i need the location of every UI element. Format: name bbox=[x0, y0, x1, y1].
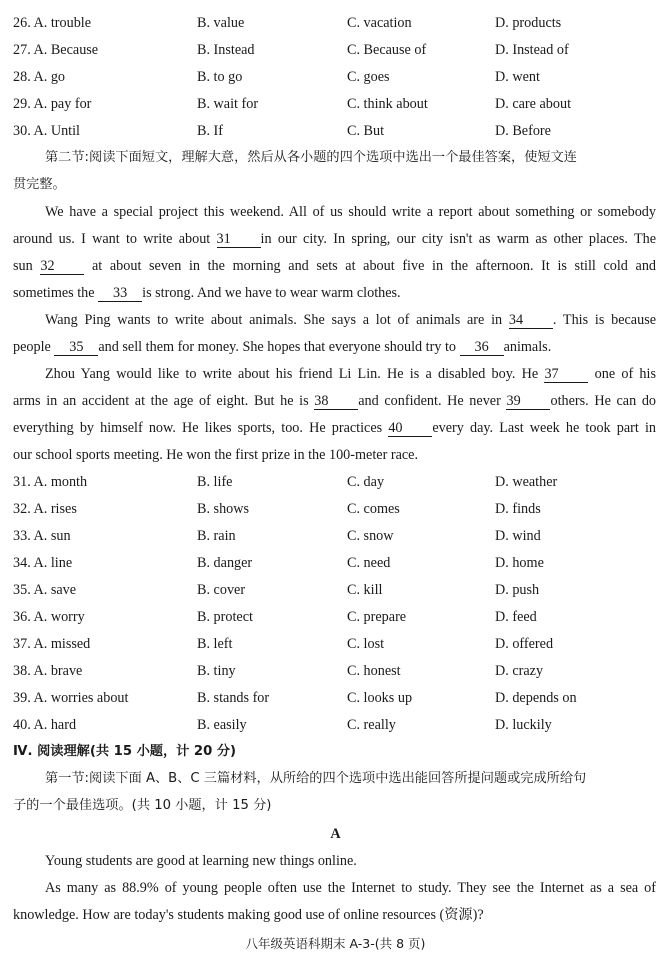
option-row-26 bbox=[0, 13, 671, 33]
option-c: C. kill bbox=[347, 582, 383, 598]
option-row-28 bbox=[0, 67, 671, 87]
option-c: C. comes bbox=[347, 501, 400, 517]
option-row-35 bbox=[0, 580, 671, 600]
option-a: 37. A. missed bbox=[13, 636, 91, 652]
option-a: 30. A. Until bbox=[13, 123, 81, 139]
option-b: B. left bbox=[197, 636, 233, 652]
option-c: C. snow bbox=[347, 528, 394, 544]
passage-text: . This is because bbox=[552, 312, 657, 328]
option-d: D. weather bbox=[495, 474, 558, 490]
blank-37: 37 bbox=[544, 367, 588, 383]
option-row-36 bbox=[0, 607, 671, 627]
passage-text: in our city. In spring, our city isn't as warm as other places. The bbox=[260, 231, 657, 247]
option-c: C. goes bbox=[347, 69, 390, 85]
part4-instruction: 第一节:阅读下面 A、B、C 三篇材料，从所给的四个选项中选出能回答所提问题或完成所给句 bbox=[45, 771, 587, 786]
option-d: D. wind bbox=[495, 528, 541, 544]
passage-text: around us. I want to write about bbox=[13, 231, 211, 247]
passage-text: others. He can do bbox=[550, 393, 657, 409]
option-row-29 bbox=[0, 94, 671, 114]
blank-32: 32 bbox=[40, 259, 84, 275]
passage-line: our school sports meeting. He won the first prize in the 100-meter race. bbox=[13, 447, 419, 463]
passage-text: at about seven in the morning and sets at about five in the afternoon. It is still cold and bbox=[92, 258, 657, 274]
option-b: B. life bbox=[197, 474, 233, 490]
option-b: B. Instead bbox=[197, 42, 255, 58]
option-row-37 bbox=[0, 634, 671, 654]
option-d: D. luckily bbox=[495, 717, 552, 733]
option-b: B. wait for bbox=[197, 96, 259, 112]
option-b: B. stands for bbox=[197, 690, 270, 706]
section2-instruction: 第二节:阅读下面短文，理解大意，然后从各小题的四个选项中选出一个最佳答案，使短文连 bbox=[45, 150, 577, 165]
passage-text: animals. bbox=[503, 339, 552, 355]
option-c: C. But bbox=[347, 123, 385, 139]
passage-line bbox=[13, 391, 656, 411]
section2-instruction-cont: 贯完整。 bbox=[13, 177, 66, 192]
option-d: D. finds bbox=[495, 501, 541, 517]
option-c: C. think about bbox=[347, 96, 428, 112]
option-b: B. value bbox=[197, 15, 245, 31]
option-d: D. push bbox=[495, 582, 540, 598]
option-b: B. easily bbox=[197, 717, 247, 733]
passage-text: everything by himself now. He likes sports, too. He practices bbox=[13, 420, 383, 436]
option-c: C. honest bbox=[347, 663, 401, 679]
option-row-33 bbox=[0, 526, 671, 546]
passage-text: sun bbox=[13, 258, 33, 274]
option-c: C. Because of bbox=[347, 42, 427, 58]
option-b: B. If bbox=[197, 123, 224, 139]
blank-40: 40 bbox=[388, 421, 432, 437]
passage-line bbox=[13, 337, 656, 357]
passage-text: Zhou Yang would like to write about his friend Li Lin. He is a disabled boy. He bbox=[45, 366, 539, 382]
option-row-30 bbox=[0, 121, 671, 141]
option-row-39 bbox=[0, 688, 671, 708]
passage-a-line: As many as 88.9% of young people often use the Internet to study. They see the Internet as a sea of bbox=[45, 880, 656, 896]
option-c: C. need bbox=[347, 555, 391, 571]
option-c: C. really bbox=[347, 717, 396, 733]
option-b: B. cover bbox=[197, 582, 246, 598]
passage-a-line: Young students are good at learning new things online. bbox=[45, 853, 357, 869]
option-b: B. danger bbox=[197, 555, 253, 571]
option-c: C. lost bbox=[347, 636, 385, 652]
passage-text: Wang Ping wants to write about animals. She says a lot of animals are in bbox=[45, 312, 503, 328]
option-row-32 bbox=[0, 499, 671, 519]
option-row-34 bbox=[0, 553, 671, 573]
blank-34: 34 bbox=[509, 313, 553, 329]
option-a: 36. A. worry bbox=[13, 609, 85, 625]
passage-line bbox=[45, 310, 656, 330]
option-d: D. care about bbox=[495, 96, 572, 112]
option-a: 32. A. rises bbox=[13, 501, 77, 517]
option-a: 39. A. worries about bbox=[13, 690, 129, 706]
option-d: D. home bbox=[495, 555, 544, 571]
option-a: 27. A. Because bbox=[13, 42, 99, 58]
blank-39: 39 bbox=[506, 394, 550, 410]
passage-text: is strong. And we have to wear warm clothes. bbox=[142, 285, 401, 301]
option-b: B. to go bbox=[197, 69, 243, 85]
option-b: B. shows bbox=[197, 501, 250, 517]
option-b: B. tiny bbox=[197, 663, 236, 679]
option-a: 28. A. go bbox=[13, 69, 66, 85]
option-row-38 bbox=[0, 661, 671, 681]
part4-instruction-cont: 子的一个最佳选项。(共 10 小题，计 15 分) bbox=[13, 798, 272, 813]
option-c: C. vacation bbox=[347, 15, 412, 31]
option-d: D. Instead of bbox=[495, 42, 569, 58]
option-c: C. prepare bbox=[347, 609, 407, 625]
passage-text: sometimes the bbox=[13, 285, 95, 301]
passage-line bbox=[13, 283, 656, 303]
passage-text: and sell them for money. She hopes that everyone should try to bbox=[98, 339, 457, 355]
blank-31: 31 bbox=[217, 232, 261, 248]
passage-text: people bbox=[13, 339, 51, 355]
option-d: D. Before bbox=[495, 123, 551, 139]
passage-line bbox=[13, 256, 656, 276]
option-a: 40. A. hard bbox=[13, 717, 77, 733]
blank-35: 35 bbox=[54, 340, 98, 356]
option-a: 31. A. month bbox=[13, 474, 88, 490]
option-d: D. went bbox=[495, 69, 540, 85]
option-a: 26. A. trouble bbox=[13, 15, 92, 31]
part4-heading: Ⅳ. 阅读理解(共 15 小题，计 20 分) bbox=[13, 744, 237, 759]
passage-a-line: knowledge. How are today's students making good use of online resources (资源)? bbox=[13, 907, 484, 923]
option-d: D. crazy bbox=[495, 663, 544, 679]
passage-text: one of his bbox=[594, 366, 656, 382]
option-d: D. depends on bbox=[495, 690, 577, 706]
option-a: 33. A. sun bbox=[13, 528, 71, 544]
blank-33: 33 bbox=[98, 286, 142, 302]
passage-line bbox=[13, 229, 656, 249]
option-a: 34. A. line bbox=[13, 555, 73, 571]
blank-36: 36 bbox=[460, 340, 504, 356]
option-d: D. offered bbox=[495, 636, 554, 652]
option-row-40 bbox=[0, 715, 671, 735]
blank-38: 38 bbox=[314, 394, 358, 410]
option-c: C. day bbox=[347, 474, 385, 490]
option-a: 35. A. save bbox=[13, 582, 77, 598]
passage-line bbox=[45, 364, 656, 384]
option-row-27 bbox=[0, 40, 671, 60]
passage-text: arms in an accident at the age of eight. But he is bbox=[13, 393, 309, 409]
passage-line bbox=[13, 418, 656, 438]
option-a: 38. A. brave bbox=[13, 663, 83, 679]
passage-text: every day. Last week he took part in bbox=[432, 420, 657, 436]
option-row-31 bbox=[0, 472, 671, 492]
option-c: C. looks up bbox=[347, 690, 413, 706]
option-b: B. rain bbox=[197, 528, 236, 544]
passage-text: and confident. He never bbox=[358, 393, 501, 409]
option-d: D. products bbox=[495, 15, 562, 31]
option-d: D. feed bbox=[495, 609, 537, 625]
passage-line: We have a special project this weekend. All of us should write a report about something or somebody bbox=[45, 204, 656, 220]
page-footer: 八年级英语科期末 A-3-(共 8 页) bbox=[245, 936, 426, 951]
passage-a-title: A bbox=[330, 826, 341, 842]
option-a: 29. A. pay for bbox=[13, 96, 92, 112]
option-b: B. protect bbox=[197, 609, 253, 625]
